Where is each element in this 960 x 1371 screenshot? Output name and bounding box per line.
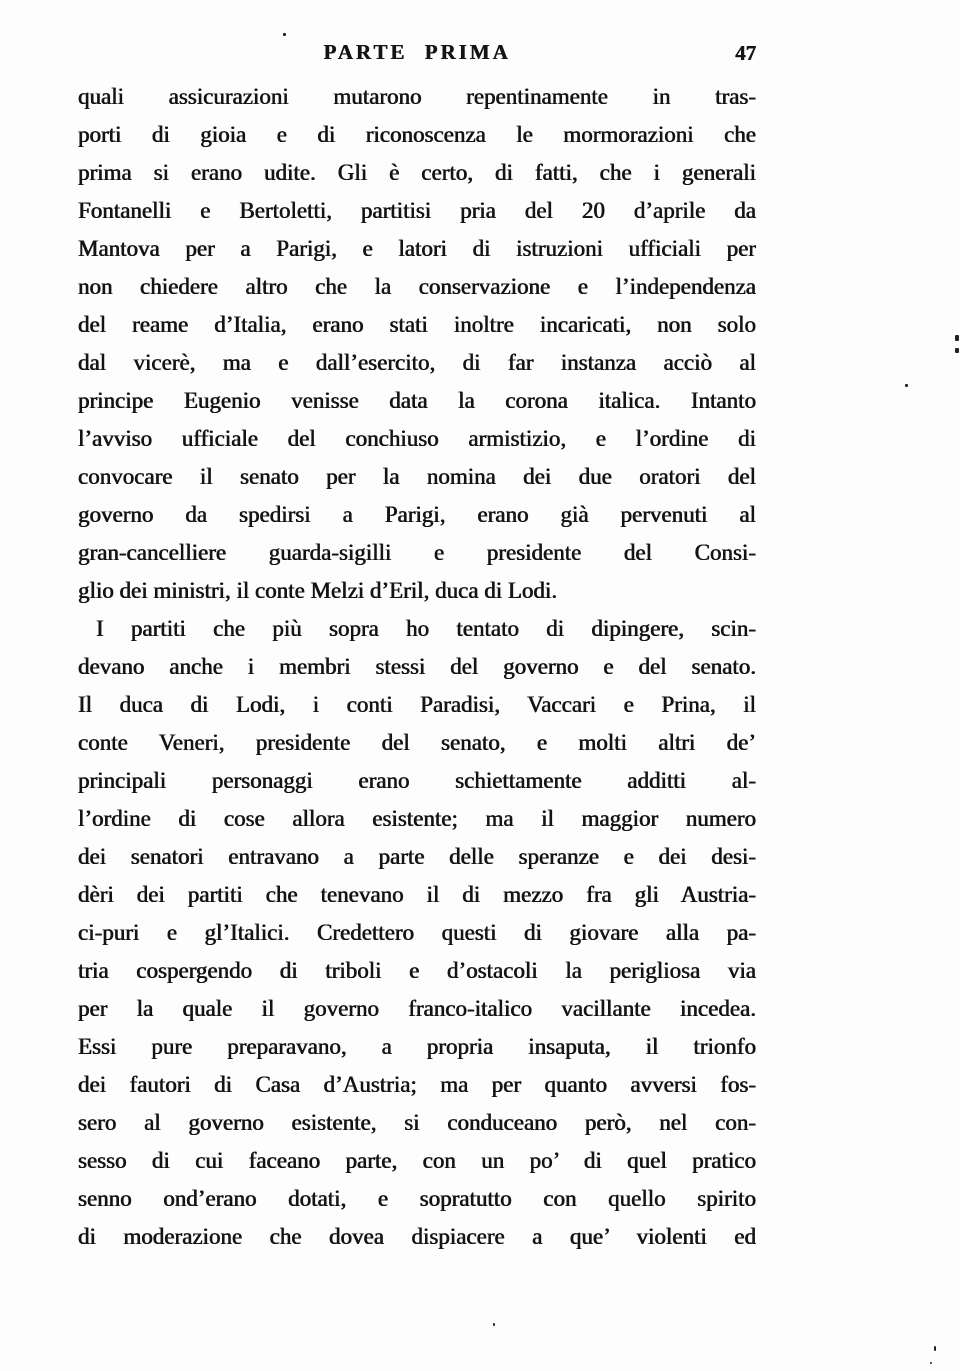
page-header bbox=[78, 40, 756, 70]
scan-speck bbox=[955, 348, 959, 353]
text-line: sero al governo esistente, si conduceano però, nel con- bbox=[78, 1110, 756, 1135]
text-line: dal vicerè, ma e dall’esercito, di far instanza acciò al bbox=[78, 350, 756, 375]
text-line: Il duca di Lodi, i conti Paradisi, Vaccari e Prina, il bbox=[78, 692, 756, 717]
scan-speck bbox=[955, 335, 959, 341]
text-line: sesso di cui faceano parte, con un po’ di quel pratico bbox=[78, 1148, 756, 1173]
body-text-block bbox=[78, 78, 756, 1256]
text-line: principali personaggi erano schiettamente additti al- bbox=[78, 768, 756, 793]
text-line: per la quale il governo franco-italico vacillante incedea. bbox=[78, 996, 756, 1021]
text-line: Mantova per a Parigi, e latori di istruzioni ufficiali per bbox=[78, 236, 756, 261]
page-number: 47 bbox=[735, 41, 756, 65]
text-line: devano anche i membri stessi del governo e del senato. bbox=[78, 654, 756, 679]
text-line: convocare il senato per la nomina dei due oratori del bbox=[78, 464, 756, 489]
text-line: Fontanelli e Bertoletti, partitisi pria del 20 d’aprile da bbox=[78, 198, 756, 223]
text-line: non chiedere altro che la conservazione e l’independenza bbox=[78, 274, 756, 299]
text-line: I partiti che più sopra ho tentato di dipingere, scin- bbox=[96, 616, 756, 641]
text-line: ci-puri e gl’Italici. Credettero questi di giovare alla pa- bbox=[78, 920, 756, 945]
scan-speck bbox=[493, 1323, 495, 1326]
text-line: conte Veneri, presidente del senato, e molti altri de’ bbox=[78, 730, 756, 755]
text-line: di moderazione che dovea dispiacere a que’ violenti ed bbox=[78, 1224, 756, 1249]
text-line: governo da spedirsi a Parigi, erano già pervenuti al bbox=[78, 502, 756, 527]
scan-speck bbox=[934, 1346, 936, 1351]
scan-speck bbox=[905, 384, 908, 387]
text-line: Essi pure preparavano, a propria insaputa, il trionfo bbox=[78, 1034, 756, 1059]
text-line: prima si erano udite. Gli è certo, di fatti, che i generali bbox=[78, 160, 756, 185]
text-line: del reame d’Italia, erano stati inoltre incaricati, non solo bbox=[78, 312, 756, 337]
text-line: quali assicurazioni mutarono repentinamente in tras- bbox=[78, 84, 756, 109]
text-line: dei fautori di Casa d’Austria; ma per quanto avversi fos- bbox=[78, 1072, 756, 1097]
running-head-section-title: PARTE PRIMA bbox=[323, 40, 511, 64]
text-line: glio dei ministri, il conte Melzi d’Eril, duca di Lodi. bbox=[78, 578, 558, 603]
text-line: principe Eugenio venisse data la corona italica. Intanto bbox=[78, 388, 756, 413]
text-line: dèri dei partiti che tenevano il di mezzo fra gli Austria- bbox=[78, 882, 756, 907]
text-line: tria cospergendo di triboli e d’ostacoli la perigliosa via bbox=[78, 958, 756, 983]
text-line: gran-cancelliere guarda-sigilli e presidente del Consi- bbox=[78, 540, 756, 565]
text-line: dei senatori entravano a parte delle speranze e dei desi- bbox=[78, 844, 756, 869]
scan-speck bbox=[930, 1362, 932, 1364]
text-line: l’avviso ufficiale del conchiuso armistizio, e l’ordine di bbox=[78, 426, 756, 451]
scan-speck bbox=[283, 33, 286, 36]
text-line: l’ordine di cose allora esistente; ma il maggior numero bbox=[78, 806, 756, 831]
text-line: porti di gioia e di riconoscenza le mormorazioni che bbox=[78, 122, 756, 147]
text-line: senno ond’erano dotati, e sopratutto con quello spirito bbox=[78, 1186, 756, 1211]
